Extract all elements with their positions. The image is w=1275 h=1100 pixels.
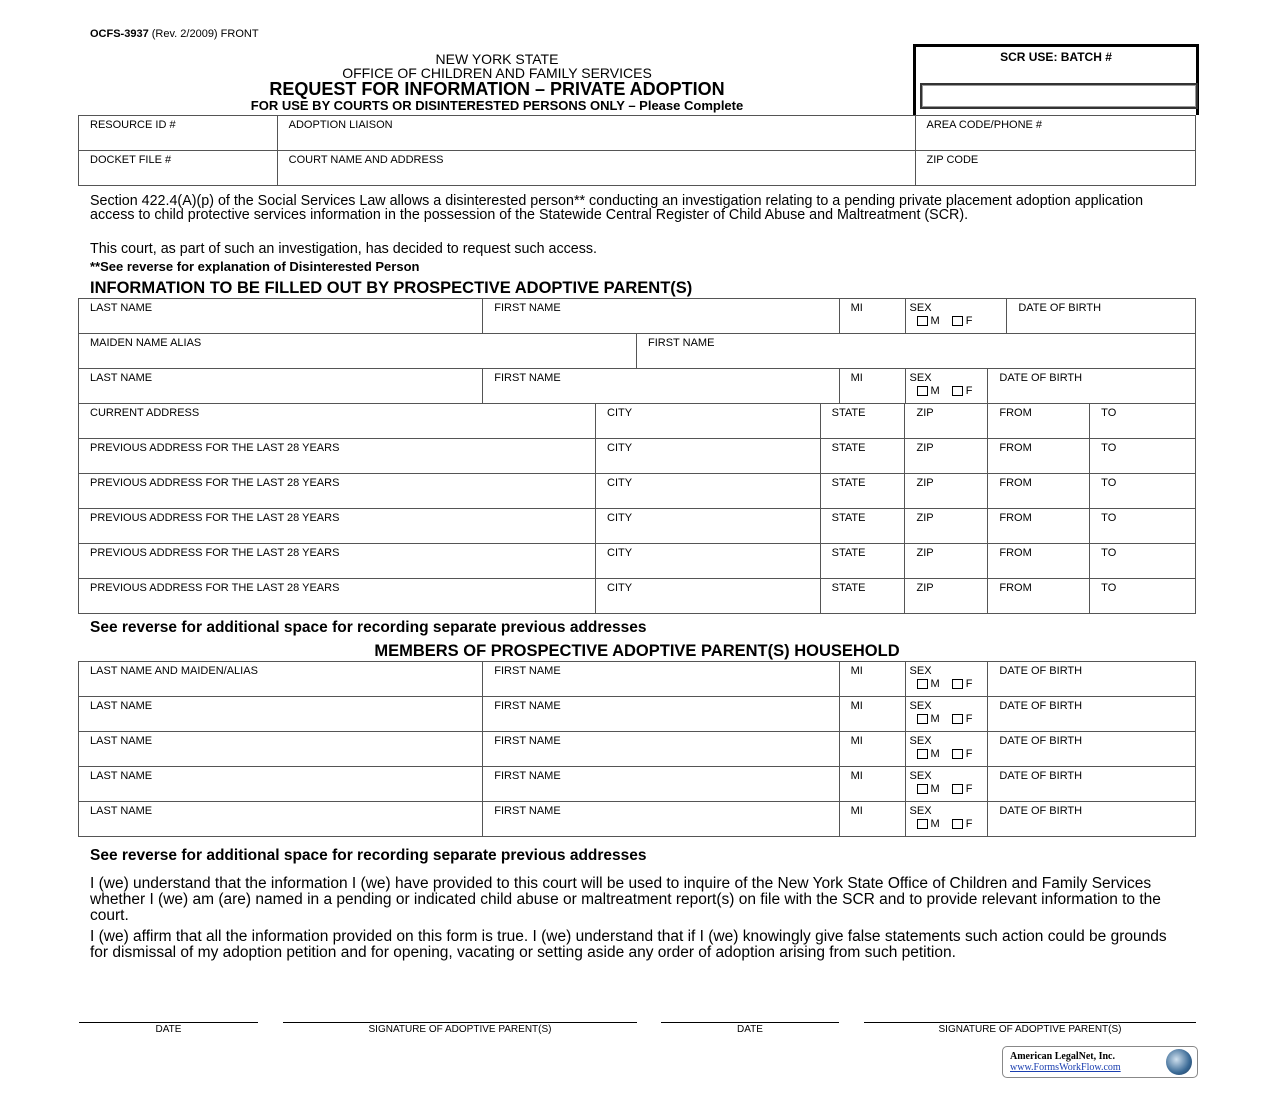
form-field[interactable] — [840, 767, 906, 801]
form-field[interactable] — [1090, 509, 1195, 543]
form-field[interactable] — [278, 151, 916, 186]
form-field[interactable] — [916, 151, 1196, 186]
field-label: MI — [850, 735, 863, 747]
form-field[interactable] — [1090, 544, 1195, 578]
form-field[interactable] — [79, 334, 637, 368]
male-label: M — [930, 385, 940, 397]
form-field[interactable] — [988, 662, 1195, 696]
field-label: FROM — [999, 512, 1032, 524]
field-label: LAST NAME — [90, 770, 153, 782]
sex-options — [910, 678, 988, 690]
field-label: SEX — [909, 302, 932, 314]
form-field[interactable] — [988, 474, 1090, 508]
form-id — [90, 28, 259, 40]
logo-url-link[interactable]: www.FormsWorkFlow.com — [1010, 1062, 1121, 1073]
table-row — [79, 662, 1195, 697]
male-label: M — [930, 678, 940, 690]
form-field[interactable] — [483, 697, 839, 731]
form-field[interactable] — [906, 369, 989, 403]
form-field[interactable] — [840, 802, 906, 837]
form-field[interactable] — [905, 439, 988, 473]
date-line-1[interactable]: DATE — [79, 1022, 258, 1035]
household-table — [78, 661, 1196, 837]
female-checkbox[interactable] — [952, 784, 963, 794]
form-field[interactable] — [988, 732, 1195, 766]
field-label: STATE — [831, 547, 866, 559]
field-label: DATE OF BIRTH — [999, 770, 1083, 782]
field-label: SEX — [909, 770, 932, 782]
form-field[interactable] — [988, 767, 1195, 801]
field-label: FROM — [999, 582, 1032, 594]
signature-line-1[interactable]: SIGNATURE OF ADOPTIVE PARENT(S) — [283, 1022, 637, 1035]
male-checkbox[interactable] — [917, 386, 928, 396]
female-checkbox[interactable] — [952, 679, 963, 689]
form-field[interactable] — [79, 116, 278, 150]
male-checkbox[interactable] — [917, 679, 928, 689]
form-code: OCFS-3937 — [90, 28, 149, 40]
field-label: LAST NAME — [90, 805, 153, 817]
field-label: DATE OF BIRTH — [999, 805, 1083, 817]
american-legalnet-logo — [1002, 1046, 1198, 1078]
understanding-paragraph: I (we) understand that the information I (we) have provided to this court will be used to inquire of the New York State Office of Children and Family Services whether I (we) am (are) named in a pending or indicated child abuse or maltreatment report(s) on file with the SCR and to provide relevant information to the court. — [90, 875, 1161, 924]
signature-line-2[interactable]: SIGNATURE OF ADOPTIVE PARENT(S) — [864, 1022, 1196, 1035]
field-label: LAST NAME — [90, 372, 153, 384]
form-field[interactable] — [79, 767, 483, 801]
female-checkbox[interactable] — [952, 386, 963, 396]
field-label: DATE OF BIRTH — [999, 735, 1083, 747]
form-field[interactable] — [79, 662, 483, 696]
female-checkbox[interactable] — [952, 316, 963, 326]
form-field[interactable] — [840, 299, 906, 333]
form-field[interactable] — [821, 544, 906, 578]
field-label: FIRST NAME — [494, 735, 561, 747]
sex-options — [910, 385, 988, 397]
form-field[interactable] — [905, 579, 988, 614]
form-field[interactable] — [988, 404, 1090, 438]
field-label: MI — [850, 700, 863, 712]
form-field[interactable] — [596, 544, 821, 578]
form-field[interactable] — [79, 151, 278, 186]
field-label: ZIP — [916, 582, 934, 594]
field-label: TO — [1101, 442, 1117, 454]
field-label: MI — [850, 770, 863, 782]
table-row — [79, 299, 1195, 334]
female-checkbox[interactable] — [952, 749, 963, 759]
form-field[interactable] — [483, 767, 839, 801]
female-label: F — [965, 783, 973, 795]
form-field[interactable] — [483, 299, 839, 333]
form-field[interactable] — [821, 509, 906, 543]
affirmation-paragraph: I (we) affirm that all the information provided on this form is true. I (we) understand that if I (we) knowingly give false statements such action could be grounds for dismissal of my adoption petition and for opening, vacating or setting aside any order of adoption arising from such petition. — [90, 928, 1167, 961]
intro-paragraph: Section 422.4(A)(p) of the Social Services Law allows a disinterested person** conducting an investigation relating to a pending private placement adoption application access to child protective services information in the possession of the Statewide Central Register of Child Abuse and Maltreatment (SCR). — [90, 193, 1144, 223]
field-label: CITY — [607, 477, 633, 489]
scr-batch-label: SCR USE: BATCH # — [1000, 50, 1112, 64]
logo-company: American LegalNet, Inc. — [1010, 1051, 1115, 1062]
male-label: M — [930, 748, 940, 760]
date-line-2[interactable]: DATE — [661, 1022, 839, 1035]
field-label: FIRST NAME — [494, 805, 561, 817]
table-row — [79, 439, 1195, 474]
form-field[interactable] — [821, 474, 906, 508]
office-name: OFFICE OF CHILDREN AND FAMILY SERVICES — [342, 65, 652, 81]
form-field[interactable] — [637, 334, 1195, 368]
field-label: DOCKET FILE # — [90, 154, 172, 166]
field-label: CITY — [607, 512, 633, 524]
field-label: MI — [850, 302, 863, 314]
form-field[interactable] — [483, 732, 839, 766]
table-row — [79, 697, 1195, 732]
field-label: CITY — [607, 407, 633, 419]
field-label: PREVIOUS ADDRESS FOR THE LAST 28 YEARS — [90, 477, 340, 489]
field-label: STATE — [831, 477, 866, 489]
form-field[interactable] — [906, 697, 989, 731]
form-field[interactable] — [1090, 404, 1195, 438]
form-field[interactable] — [906, 732, 989, 766]
intro-request: This court, as part of such an investigation, has decided to request such access. — [90, 241, 598, 257]
table-row — [79, 404, 1195, 439]
field-label: COURT NAME AND ADDRESS — [288, 154, 444, 166]
form-field[interactable] — [905, 404, 988, 438]
scr-batch-box — [913, 44, 1199, 115]
field-label: ZIP CODE — [926, 154, 979, 166]
globe-icon — [1166, 1049, 1192, 1075]
field-label: ZIP — [916, 442, 934, 454]
field-label: PREVIOUS ADDRESS FOR THE LAST 28 YEARS — [90, 512, 340, 524]
field-label: TO — [1101, 512, 1117, 524]
table-row — [79, 509, 1195, 544]
form-field[interactable] — [821, 404, 906, 438]
form-field[interactable] — [916, 116, 1196, 150]
sex-options — [910, 748, 988, 760]
field-label: LAST NAME — [90, 302, 153, 314]
scr-batch-input[interactable] — [920, 83, 1198, 109]
field-label: SEX — [909, 735, 932, 747]
table-row — [79, 474, 1195, 509]
field-label: DATE OF BIRTH — [999, 700, 1083, 712]
field-label: CITY — [607, 582, 633, 594]
field-label: PREVIOUS ADDRESS FOR THE LAST 28 YEARS — [90, 442, 340, 454]
form-field[interactable] — [1090, 439, 1195, 473]
table-row — [79, 732, 1195, 767]
field-label: FROM — [999, 477, 1032, 489]
female-label: F — [965, 713, 973, 725]
disinterested-note: **See reverse for explanation of Disinterested Person — [90, 259, 420, 274]
male-checkbox[interactable] — [917, 784, 928, 794]
form-field[interactable] — [79, 404, 596, 438]
form-field[interactable] — [906, 767, 989, 801]
form-field[interactable] — [906, 802, 989, 837]
field-label: TO — [1101, 547, 1117, 559]
male-label: M — [930, 713, 940, 725]
form-field[interactable] — [988, 579, 1090, 614]
field-label: PREVIOUS ADDRESS FOR THE LAST 28 YEARS — [90, 582, 340, 594]
field-label: FIRST NAME — [494, 770, 561, 782]
form-field[interactable] — [821, 579, 906, 614]
form-field[interactable] — [596, 439, 821, 473]
field-label: STATE — [831, 407, 866, 419]
household-heading: MEMBERS OF PROSPECTIVE ADOPTIVE PARENT(S) HOUSEHOLD — [374, 642, 900, 660]
form-field[interactable] — [988, 697, 1195, 731]
field-label: DATE OF BIRTH — [1018, 302, 1102, 314]
form-field[interactable] — [596, 404, 821, 438]
form-field[interactable] — [840, 697, 906, 731]
state-name: NEW YORK STATE — [435, 51, 559, 67]
field-label: FROM — [999, 547, 1032, 559]
sex-options — [910, 818, 988, 830]
field-label: SEX — [909, 805, 932, 817]
parent-footnote: See reverse for additional space for recording separate previous addresses — [90, 619, 647, 636]
field-label: TO — [1101, 407, 1117, 419]
form-field[interactable] — [483, 369, 839, 403]
parent-info-table — [78, 298, 1196, 614]
field-label: FROM — [999, 442, 1032, 454]
form-field[interactable] — [79, 579, 596, 614]
sex-options — [910, 315, 1007, 327]
field-label: ZIP — [916, 477, 934, 489]
form-field[interactable] — [79, 474, 596, 508]
field-label: ZIP — [916, 512, 934, 524]
household-footnote: See reverse for additional space for recording separate previous addresses — [90, 847, 647, 864]
field-label: STATE — [831, 442, 866, 454]
field-label: SEX — [909, 700, 932, 712]
field-label: MI — [850, 665, 863, 677]
field-label: FIRST NAME — [648, 337, 715, 349]
field-label: LAST NAME — [90, 735, 153, 747]
field-label: STATE — [831, 512, 866, 524]
female-label: F — [965, 315, 973, 327]
form-field[interactable] — [79, 697, 483, 731]
table-row — [79, 369, 1195, 404]
field-label: FIRST NAME — [494, 700, 561, 712]
male-label: M — [930, 315, 940, 327]
field-label: LAST NAME — [90, 700, 153, 712]
table-row — [79, 544, 1195, 579]
male-label: M — [930, 783, 940, 795]
female-label: F — [965, 385, 973, 397]
table-row — [79, 116, 1195, 151]
field-label: ZIP — [916, 547, 934, 559]
field-label: MI — [850, 372, 863, 384]
field-label: SEX — [909, 665, 932, 677]
table-row — [79, 334, 1195, 369]
field-label: STATE — [831, 582, 866, 594]
form-field[interactable] — [988, 369, 1195, 403]
field-label: FIRST NAME — [494, 372, 561, 384]
form-field[interactable] — [988, 802, 1195, 837]
field-label: CITY — [607, 547, 633, 559]
field-label: FIRST NAME — [494, 302, 561, 314]
table-row — [79, 767, 1195, 802]
form-revision: (Rev. 2/2009) FRONT — [151, 28, 259, 40]
form-field[interactable] — [79, 439, 596, 473]
female-checkbox[interactable] — [952, 819, 963, 829]
male-checkbox[interactable] — [917, 714, 928, 724]
form-field[interactable] — [79, 802, 483, 837]
form-field[interactable] — [840, 732, 906, 766]
female-checkbox[interactable] — [952, 714, 963, 724]
form-field[interactable] — [79, 732, 483, 766]
male-checkbox[interactable] — [917, 316, 928, 326]
form-field[interactable] — [988, 509, 1090, 543]
form-field[interactable] — [840, 369, 906, 403]
field-label: SEX — [909, 372, 932, 384]
field-label: PREVIOUS ADDRESS FOR THE LAST 28 YEARS — [90, 547, 340, 559]
field-label: CURRENT ADDRESS — [90, 407, 200, 419]
table-row — [79, 802, 1195, 837]
field-label: RESOURCE ID # — [90, 119, 176, 131]
form-field[interactable] — [1090, 579, 1195, 614]
form-field[interactable] — [596, 474, 821, 508]
sex-options — [910, 783, 988, 795]
form-field[interactable] — [1007, 299, 1195, 333]
form-field[interactable] — [79, 509, 596, 543]
form-field[interactable] — [79, 369, 483, 403]
field-label: ZIP — [916, 407, 934, 419]
female-label: F — [965, 748, 973, 760]
page-title: REQUEST FOR INFORMATION – PRIVATE ADOPTION — [269, 79, 725, 99]
form-field[interactable] — [596, 579, 821, 614]
field-label: TO — [1101, 477, 1117, 489]
court-info-table — [78, 115, 1196, 186]
form-field[interactable] — [1090, 474, 1195, 508]
form-field[interactable] — [483, 662, 839, 696]
form-field[interactable] — [988, 544, 1090, 578]
field-label: LAST NAME AND MAIDEN/ALIAS — [90, 665, 258, 677]
female-label: F — [965, 678, 973, 690]
male-label: M — [930, 818, 940, 830]
table-row — [79, 579, 1195, 614]
form-field[interactable] — [840, 662, 906, 696]
field-label: CITY — [607, 442, 633, 454]
field-label: AREA CODE/PHONE # — [926, 119, 1043, 131]
form-field[interactable] — [79, 299, 483, 333]
form-field[interactable] — [596, 509, 821, 543]
field-label: TO — [1101, 582, 1117, 594]
form-field[interactable] — [905, 544, 988, 578]
male-checkbox[interactable] — [917, 819, 928, 829]
form-field[interactable] — [905, 474, 988, 508]
form-field[interactable] — [906, 299, 1008, 333]
form-field[interactable] — [988, 439, 1090, 473]
parent-section-heading: INFORMATION TO BE FILLED OUT BY PROSPECTIVE ADOPTIVE PARENT(S) — [90, 279, 693, 297]
field-label: MAIDEN NAME ALIAS — [90, 337, 202, 349]
field-label: FIRST NAME — [494, 665, 561, 677]
form-field[interactable] — [278, 116, 916, 150]
male-checkbox[interactable] — [917, 749, 928, 759]
page-subtitle: FOR USE BY COURTS OR DISINTERESTED PERSONS ONLY – Please Complete — [250, 98, 744, 113]
form-field[interactable] — [821, 439, 906, 473]
field-label: MI — [850, 805, 863, 817]
field-label: DATE OF BIRTH — [999, 665, 1083, 677]
form-field[interactable] — [905, 509, 988, 543]
field-label: DATE OF BIRTH — [999, 372, 1083, 384]
form-field[interactable] — [483, 802, 839, 837]
field-label: FROM — [999, 407, 1032, 419]
field-label: ADOPTION LIAISON — [288, 119, 393, 131]
form-field[interactable] — [79, 544, 596, 578]
form-field[interactable] — [906, 662, 989, 696]
sex-options — [910, 713, 988, 725]
female-label: F — [965, 818, 973, 830]
table-row — [79, 151, 1195, 186]
